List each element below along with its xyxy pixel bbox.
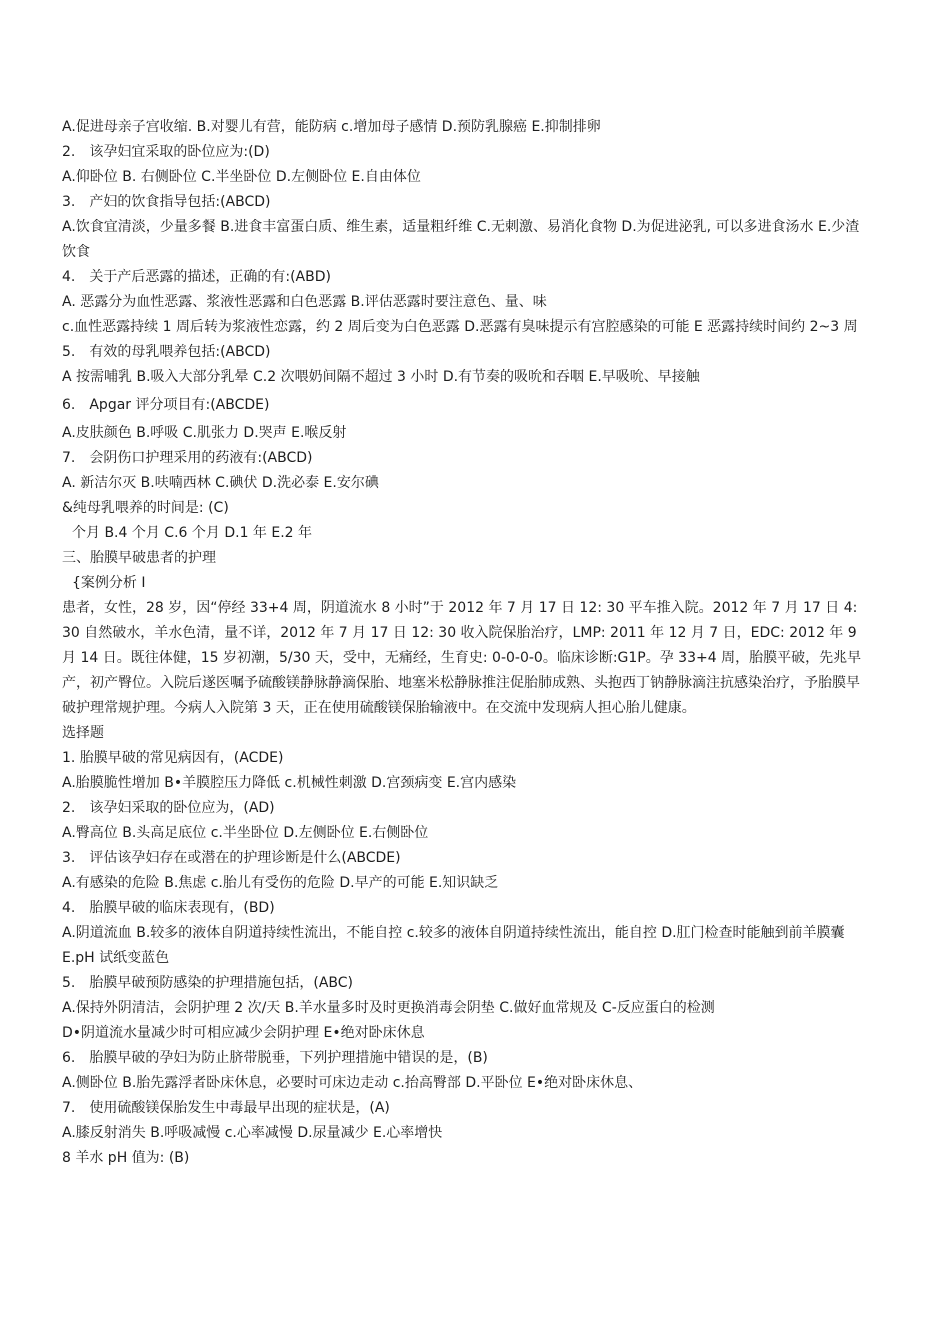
text-line: A.皮肤颜色 B.呼吸 C.肌张力 D.哭声 E.喉反射 bbox=[62, 425, 347, 441]
text-line: A.保持外阴清洁，会阴护理 2 次/天 B.羊水量多时及时更换消毒会阴垫 C.做好血常规及 C-反应蛋白的检测 bbox=[62, 1000, 715, 1016]
text-line: 2. 该孕妇宜采取的卧位应为:(D) bbox=[62, 144, 270, 160]
document-body bbox=[62, 115, 862, 1171]
text-line: 8 羊水 pH 值为: (B) bbox=[62, 1150, 190, 1166]
text-line: &纯母乳喂养的时间是: (C) bbox=[62, 500, 229, 516]
text-line: 2. 该孕妇采取的卧位应为，(AD) bbox=[62, 800, 275, 816]
text-line: D•阴道流水量减少时可相应减少会阴护理 E•绝对卧床休息 bbox=[62, 1025, 425, 1041]
text-line: 5. 有效的母乳喂养包括:(ABCD) bbox=[62, 344, 271, 360]
text-line: A.膝反射消失 B.呼吸减慢 c.心率减慢 D.尿量减少 E.心率增快 bbox=[62, 1125, 443, 1141]
text-line: A.侧卧位 B.胎先露浮者卧床休息，必要时可床边走动 c.抬高臀部 D.平卧位 E•绝对卧床休息、 bbox=[62, 1075, 643, 1091]
text-line: 4. 胎膜早破的临床表现有，(BD) bbox=[62, 900, 275, 916]
text-line: A.臀高位 B.头高足底位 c.半坐卧位 D.左侧卧位 E.右侧卧位 bbox=[62, 825, 429, 841]
text-line: A. 恶露分为血性恶露、浆液性恶露和白色恶露 B.评估恶露时要注意色、量、味 bbox=[62, 294, 547, 310]
text-line: 7. 使用硫酸镁保胎发生中毒最早出现的症状是，(A) bbox=[62, 1100, 390, 1116]
text-line: A.胎膜脆性增加 B•羊膜腔压力降低 c.机械性刺激 D.宫颈病变 E.宫内感染 bbox=[62, 775, 517, 791]
text-line: 1. 胎膜早破的常见病因有，(ACDE) bbox=[62, 750, 284, 766]
subsection-heading: 选择题 bbox=[62, 725, 104, 741]
text-line: 7. 会阴伤口护理采用的药液有:(ABCD) bbox=[62, 450, 313, 466]
text-line: 6. 胎膜早破的孕妇为防止脐带脱垂，下列护理措施中错误的是，(B) bbox=[62, 1050, 488, 1066]
text-line: A.饮食宜清淡，少量多餐 B.进食丰富蛋白质、维生素，适量粗纤维 C.无刺激、易消化食物 D.为促进泌乳, 可以多进食汤水 E.少渣饮食 bbox=[62, 219, 860, 260]
text-line: 个月 B.4 个月 C.6 个月 D.1 年 E.2 年 bbox=[72, 525, 313, 541]
text-line: 5. 胎膜早破预防感染的护理措施包括，(ABC) bbox=[62, 975, 353, 991]
section-heading: 三、胎膜早破患者的护理 bbox=[62, 550, 216, 566]
text-line: A.仰卧位 B. 右侧卧位 C.半坐卧位 D.左侧卧位 E.自由体位 bbox=[62, 169, 421, 185]
text-line: A.阴道流血 B.较多的液体自阴道持续性流出，不能自控 c.较多的液体自阴道持续性流出，能自控 D.肛门检查时能触到前羊膜囊 E.pH 试纸变蓝色 bbox=[62, 925, 845, 966]
text-line: c.血性恶露持续 1 周后转为浆液性恋露，约 2 周后变为白色恶露 D.恶露有臭味提示有宫腔感染的可能 E 恶露持续时间约 2~3 周 bbox=[62, 319, 858, 335]
case-paragraph: 患者，女性，28 岁，因“停经 33+4 周，阴道流水 8 小时”于 2012 年 7 月 17 日 12: 30 平车推入院。2012 年 7 月 17 日 4: 30 自然破水，羊水色清，量不详，2012 年 7 月 17 日 12: 30 收入院保胎治疗，LMP: 2011 年 12 月 7 日，EDC: 2012 年 9 月 14 日。既往体健，15 岁初潮，5/30 天，受中，无痛经，生育史: 0-0-0-0。临床诊断:G1P。孕 33+4 周，胎膜平破，先兆早产，初产臀位。入院后遂医嘱予硫酸镁静脉静滴保胎、地塞米松静脉推注促胎肺成熟、头抱西丁钠静脉滴注抗感染治疗，予胎膜早破护理常规护理。今病人入院第 3 天，正在使用硫酸镁保胎输液中。在交流中发现病人担心胎儿健康。 bbox=[62, 600, 862, 716]
text-line: 6. Apgar 评分项目有:(ABCDE) bbox=[62, 397, 270, 413]
text-line: A.促进母亲子宫收缩. B.对婴儿有营，能防病 c.增加母子感情 D.预防乳腺癌 E.抑制排卵 bbox=[62, 119, 601, 135]
case-heading: {案例分析 I bbox=[72, 575, 146, 591]
text-line: A 按需哺乳 B.吸入大部分乳晕 C.2 次喂奶间隔不超过 3 小时 D.有节奏的吸吮和吞咽 E.早吸吮、早接触 bbox=[62, 369, 700, 385]
text-line: 4. 关于产后恶露的描述，正确的有:(ABD) bbox=[62, 269, 331, 285]
text-line: 3. 产妇的饮食指导包括:(ABCD) bbox=[62, 194, 271, 210]
text-line: A.有感染的危险 B.焦虑 c.胎儿有受伤的危险 D.早产的可能 E.知识缺乏 bbox=[62, 875, 499, 891]
text-line: 3. 评估该孕妇存在或潜在的护理诊断是什么(ABCDE) bbox=[62, 850, 401, 866]
text-line: A. 新洁尔灭 B.呋喃西林 C.碘伏 D.洗必泰 E.安尔碘 bbox=[62, 475, 379, 491]
